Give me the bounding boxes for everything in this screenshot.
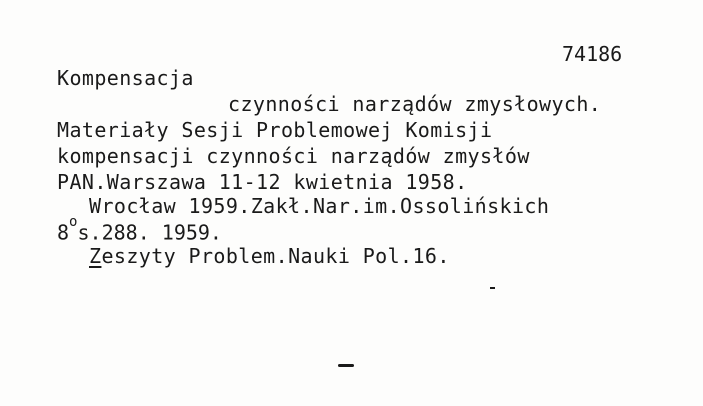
title-line-2: kompensacji czynności narządów zmysłów bbox=[57, 144, 530, 168]
series-line bbox=[89, 244, 450, 268]
format-number: 8 bbox=[57, 220, 70, 245]
stray-mark bbox=[338, 364, 354, 367]
format-superscript: o bbox=[69, 214, 78, 230]
collation-line bbox=[57, 216, 222, 245]
series-first-letter: Z bbox=[89, 244, 102, 268]
series-rest: eszyty Problem.Nauki Pol.16. bbox=[101, 244, 450, 268]
imprint-line: Wrocław 1959.Zakł.Nar.im.Ossolińskich bbox=[89, 194, 550, 218]
subheading: czynności narządów zmysłowych. bbox=[228, 92, 602, 116]
title-line-1: Materiały Sesji Problemowej Komisji bbox=[57, 118, 493, 142]
accession-number: 74186 bbox=[562, 42, 623, 66]
title-line-3: PAN.Warszawa 11-12 kwietnia 1958. bbox=[57, 170, 468, 194]
collation: s.288. 1959. bbox=[77, 220, 222, 245]
stray-mark bbox=[490, 287, 495, 289]
heading: Kompensacja bbox=[57, 66, 194, 90]
